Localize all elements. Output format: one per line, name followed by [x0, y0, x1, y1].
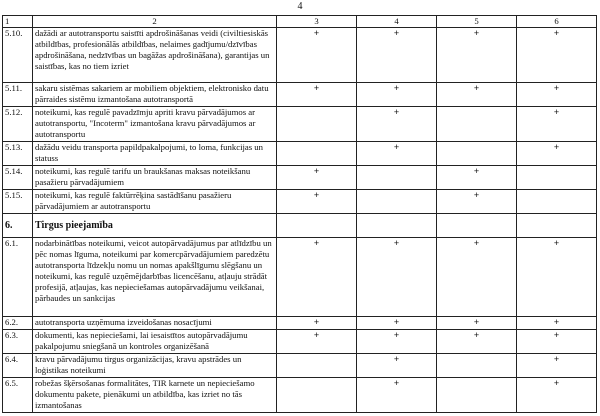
row-mark: +	[357, 238, 437, 317]
row-text: noteikumi, kas regulē tarifu un braukšanas maksas noteikšanu pasažieru pārvadājumiem	[33, 166, 277, 190]
row-mark: +	[517, 378, 597, 413]
column-header: 5	[437, 16, 517, 28]
row-mark: +	[437, 166, 517, 190]
row-mark: +	[357, 330, 437, 354]
row-mark: +	[277, 317, 357, 330]
section-row	[3, 214, 597, 238]
column-header: 1	[3, 16, 33, 28]
row-text: noteikumi, kas regulē pavadzīmju apriti kravu pārvadājumos ar autotransportu, "Incoterm" izmantošana kravu pārvadājumos ar autotransportu	[33, 107, 277, 142]
table-row	[3, 166, 597, 190]
row-mark: +	[437, 238, 517, 317]
row-mark: +	[517, 28, 597, 83]
row-mark	[437, 354, 517, 378]
row-text: autotransporta uzņēmuma izveidošanas nosacījumi	[33, 317, 277, 330]
table-row	[3, 378, 597, 413]
row-mark	[357, 214, 437, 238]
row-number: 6.1.	[3, 238, 33, 317]
table-header-row	[3, 16, 597, 28]
row-text: kravu pārvadājumu tirgus organizācijas, kravu apstrādes un loģistikas noteikumi	[33, 354, 277, 378]
row-mark: +	[357, 317, 437, 330]
row-number: 6.4.	[3, 354, 33, 378]
column-header: 4	[357, 16, 437, 28]
row-mark: +	[437, 190, 517, 214]
row-text: dažādi ar autotransportu saistīti apdrošināšanas veidi (civiltiesiskās atbildības, profesionālās atbildības, nelaimes gadījumu/dzīvības apdrošināšana, nedzīvības un bagāžas apdrošināšana), garantijas un saistības, kas no tiem izriet	[33, 28, 277, 83]
row-text: robežas šķērsošanas formalitātes, TIR karnete un nepieciešamo dokumentu pakete, pienākumi un atbildība, kas izriet no tās izmantošanas	[33, 378, 277, 413]
row-mark: +	[517, 317, 597, 330]
column-header: 6	[517, 16, 597, 28]
row-mark: +	[357, 354, 437, 378]
row-mark: +	[277, 83, 357, 107]
table-row	[3, 190, 597, 214]
row-number: 6.2.	[3, 317, 33, 330]
row-number: 5.10.	[3, 28, 33, 83]
row-mark	[437, 107, 517, 142]
row-mark: +	[277, 28, 357, 83]
row-mark: +	[437, 83, 517, 107]
table-row	[3, 330, 597, 354]
table-row	[3, 107, 597, 142]
row-mark	[517, 214, 597, 238]
row-mark: +	[437, 317, 517, 330]
row-mark	[517, 190, 597, 214]
column-header: 2	[33, 16, 277, 28]
row-mark: +	[437, 28, 517, 83]
row-mark: +	[517, 107, 597, 142]
row-mark: +	[437, 330, 517, 354]
row-mark	[277, 142, 357, 166]
table-row	[3, 238, 597, 317]
row-mark: +	[517, 238, 597, 317]
section-number: 6.	[3, 214, 33, 238]
row-number: 5.14.	[3, 166, 33, 190]
row-mark: +	[517, 83, 597, 107]
row-mark: +	[357, 28, 437, 83]
row-mark	[357, 190, 437, 214]
row-mark: +	[357, 142, 437, 166]
row-mark	[277, 354, 357, 378]
column-header: 3	[277, 16, 357, 28]
page-number: 4	[297, 1, 303, 12]
row-number: 5.13.	[3, 142, 33, 166]
row-mark: +	[517, 142, 597, 166]
row-mark: +	[357, 378, 437, 413]
row-mark	[357, 166, 437, 190]
row-mark	[277, 107, 357, 142]
row-number: 5.15.	[3, 190, 33, 214]
row-mark: +	[357, 107, 437, 142]
row-number: 6.3.	[3, 330, 33, 354]
row-mark	[277, 378, 357, 413]
row-mark	[437, 214, 517, 238]
row-number: 5.12.	[3, 107, 33, 142]
row-mark: +	[277, 330, 357, 354]
row-mark: +	[277, 238, 357, 317]
row-number: 5.11.	[3, 83, 33, 107]
row-text: sakaru sistēmas sakariem ar mobiliem objektiem, elektronisko datu pārraides sistēmu izmantošana autotransportā	[33, 83, 277, 107]
row-number: 6.5.	[3, 378, 33, 413]
row-mark	[277, 214, 357, 238]
row-text: dažādu veidu transporta papildpakalpojumi, to loma, funkcijas un statuss	[33, 142, 277, 166]
table-row	[3, 142, 597, 166]
row-mark	[517, 166, 597, 190]
table-row	[3, 28, 597, 83]
row-text: noteikumi, kas regulē faktūrrēķina sastādīšanu pasažieru pārvadājumiem ar autotransportu	[33, 190, 277, 214]
table-row	[3, 317, 597, 330]
row-mark	[437, 142, 517, 166]
table-row	[3, 354, 597, 378]
row-text: dokumenti, kas nepieciešami, lai iesaistītos autopārvadājumu pakalpojumu sniegšanā un kontroles organizēšanā	[33, 330, 277, 354]
row-text: nodarbinātības noteikumi, veicot autopārvadājumus par atlīdzību un pēc nomas līguma, noteikumi par komercpārvadājumiem paredzētu autotransporta līdzekļu nomu un nomas apakšlīgumu slēgšanu un noteikumi, kas regulē uzņēmējdarbības licencēšanu, atļauju strādāt profesijā, atļaujas, kas nepieciešamas autopārvadājumu veikšanai, pārbaudes un sankcijas	[33, 238, 277, 317]
row-mark: +	[277, 166, 357, 190]
row-mark	[437, 378, 517, 413]
row-mark: +	[277, 190, 357, 214]
section-title: Tirgus pieejamība	[33, 214, 277, 238]
row-mark: +	[517, 354, 597, 378]
table-row	[3, 83, 597, 107]
row-mark: +	[517, 330, 597, 354]
row-mark: +	[357, 83, 437, 107]
requirements-table	[2, 15, 597, 413]
